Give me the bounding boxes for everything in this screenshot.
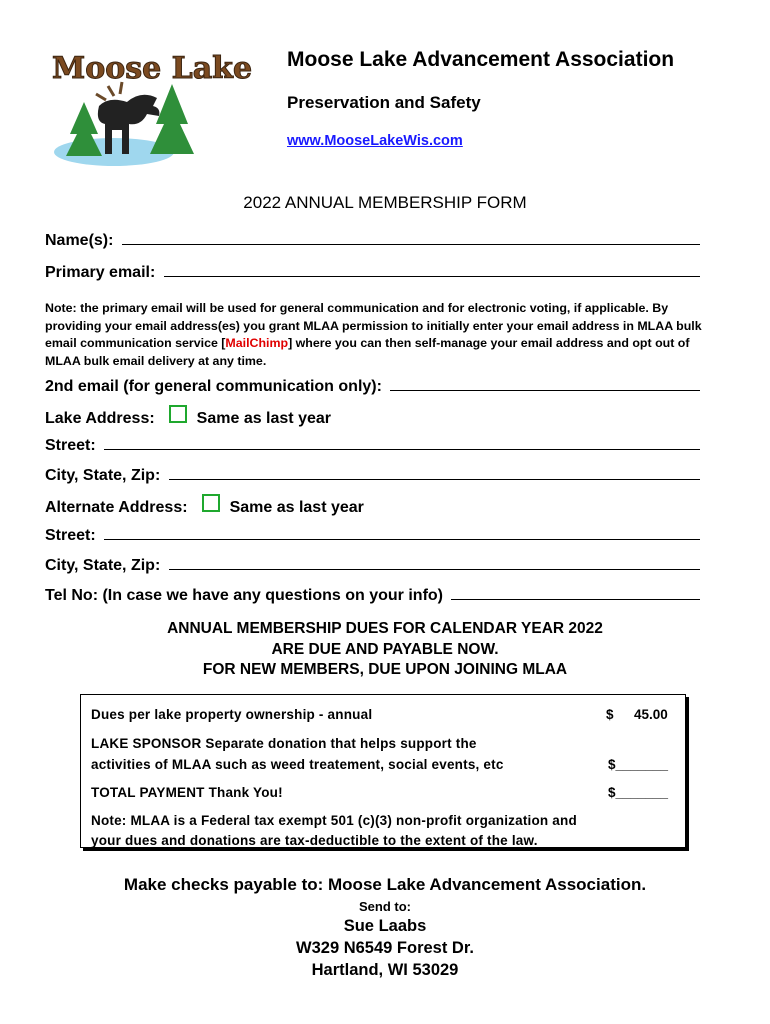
mailchimp-text: MailChimp bbox=[225, 336, 289, 350]
org-tagline: Preservation and Safety bbox=[287, 93, 481, 112]
alternate-address-label: Alternate Address: bbox=[45, 499, 188, 516]
lake-street-label: Street: bbox=[45, 437, 101, 454]
mailing-address bbox=[0, 915, 770, 981]
org-name: Moose Lake Advancement Association bbox=[287, 48, 675, 71]
second-email-field[interactable] bbox=[45, 376, 700, 396]
lake-city-line[interactable] bbox=[169, 465, 700, 480]
tel-label: Tel No: (In case we have any questions on your info) bbox=[45, 587, 448, 604]
sponsor-line1: LAKE SPONSOR Separate donation that helps support the bbox=[91, 736, 477, 751]
lake-city-label: City, State, Zip: bbox=[45, 467, 165, 484]
alternate-city-field[interactable] bbox=[45, 555, 700, 575]
lake-street-field[interactable] bbox=[45, 435, 700, 455]
email-note: Note: the primary email will be used for general communication and for electronic voting, if applicable. By providing your email address(es) you grant MLAA permission to initially enter your email address in MLAA bulk email communication service [MailChimp] where you can then self-manage your email address and opt out of MLAA bulk email delivery at any time. bbox=[45, 301, 702, 368]
dues-table bbox=[80, 694, 686, 848]
alternate-same-label: Same as last year bbox=[229, 499, 364, 516]
total-amount[interactable]: $_______ bbox=[608, 785, 669, 800]
website-link[interactable]: www.MooseLakeWis.com bbox=[287, 133, 463, 149]
address-city: Hartland, WI 53029 bbox=[311, 961, 459, 979]
primary-email-label: Primary email: bbox=[45, 264, 160, 281]
dues-amount: 45.00 bbox=[634, 707, 668, 722]
total-label: TOTAL PAYMENT Thank You! bbox=[91, 785, 283, 800]
alternate-same-checkbox[interactable] bbox=[202, 494, 220, 512]
lake-city-field[interactable] bbox=[45, 465, 700, 485]
make-checks-text: Make checks payable to: Moose Lake Advancement Association. bbox=[123, 875, 647, 894]
tel-field[interactable] bbox=[45, 585, 700, 605]
names-line[interactable] bbox=[122, 230, 700, 245]
moose-lake-logo bbox=[44, 44, 253, 172]
address-name: Sue Laabs bbox=[343, 917, 427, 935]
lake-same-checkbox[interactable] bbox=[169, 405, 187, 423]
tax-note-line2: your dues and donations are tax-deductible to the extent of the law. bbox=[91, 833, 538, 848]
alternate-address-row bbox=[45, 494, 364, 517]
tax-note-line1: Note: MLAA is a Federal tax exempt 501 (c)(3) non-profit organization and bbox=[91, 813, 577, 828]
tel-line[interactable] bbox=[451, 585, 700, 600]
names-label: Name(s): bbox=[45, 232, 118, 249]
second-email-label: 2nd email (for general communication only): bbox=[45, 378, 387, 395]
svg-text:Moose Lake: Moose Lake bbox=[52, 51, 253, 86]
alternate-street-line[interactable] bbox=[104, 525, 700, 540]
alternate-city-label: City, State, Zip: bbox=[45, 557, 165, 574]
send-to-label: Send to: bbox=[359, 899, 411, 914]
primary-email-field[interactable] bbox=[45, 262, 700, 282]
alternate-street-label: Street: bbox=[45, 527, 101, 544]
lake-address-row bbox=[45, 405, 331, 428]
alternate-street-field[interactable] bbox=[45, 525, 700, 545]
dues-currency: $ bbox=[606, 707, 614, 722]
names-field[interactable] bbox=[45, 230, 700, 250]
sponsor-line2: activities of MLAA such as weed treatement, social events, etc bbox=[91, 757, 504, 772]
lake-address-label: Lake Address: bbox=[45, 410, 155, 427]
lake-same-label: Same as last year bbox=[196, 410, 331, 427]
sponsor-amount[interactable]: $_______ bbox=[608, 757, 669, 772]
primary-email-line[interactable] bbox=[164, 262, 700, 277]
dues-heading: ANNUAL MEMBERSHIP DUES FOR CALENDAR YEAR 2022 ARE DUE AND PAYABLE NOW. FOR NEW MEMBERS, DUE UPON JOINING MLAA bbox=[167, 620, 603, 678]
dues-row-label: Dues per lake property ownership - annual bbox=[91, 707, 373, 722]
lake-street-line[interactable] bbox=[104, 435, 700, 450]
alternate-city-line[interactable] bbox=[169, 555, 700, 570]
second-email-line[interactable] bbox=[390, 376, 700, 391]
address-street: W329 N6549 Forest Dr. bbox=[296, 939, 474, 957]
form-title: 2022 ANNUAL MEMBERSHIP FORM bbox=[243, 193, 527, 212]
